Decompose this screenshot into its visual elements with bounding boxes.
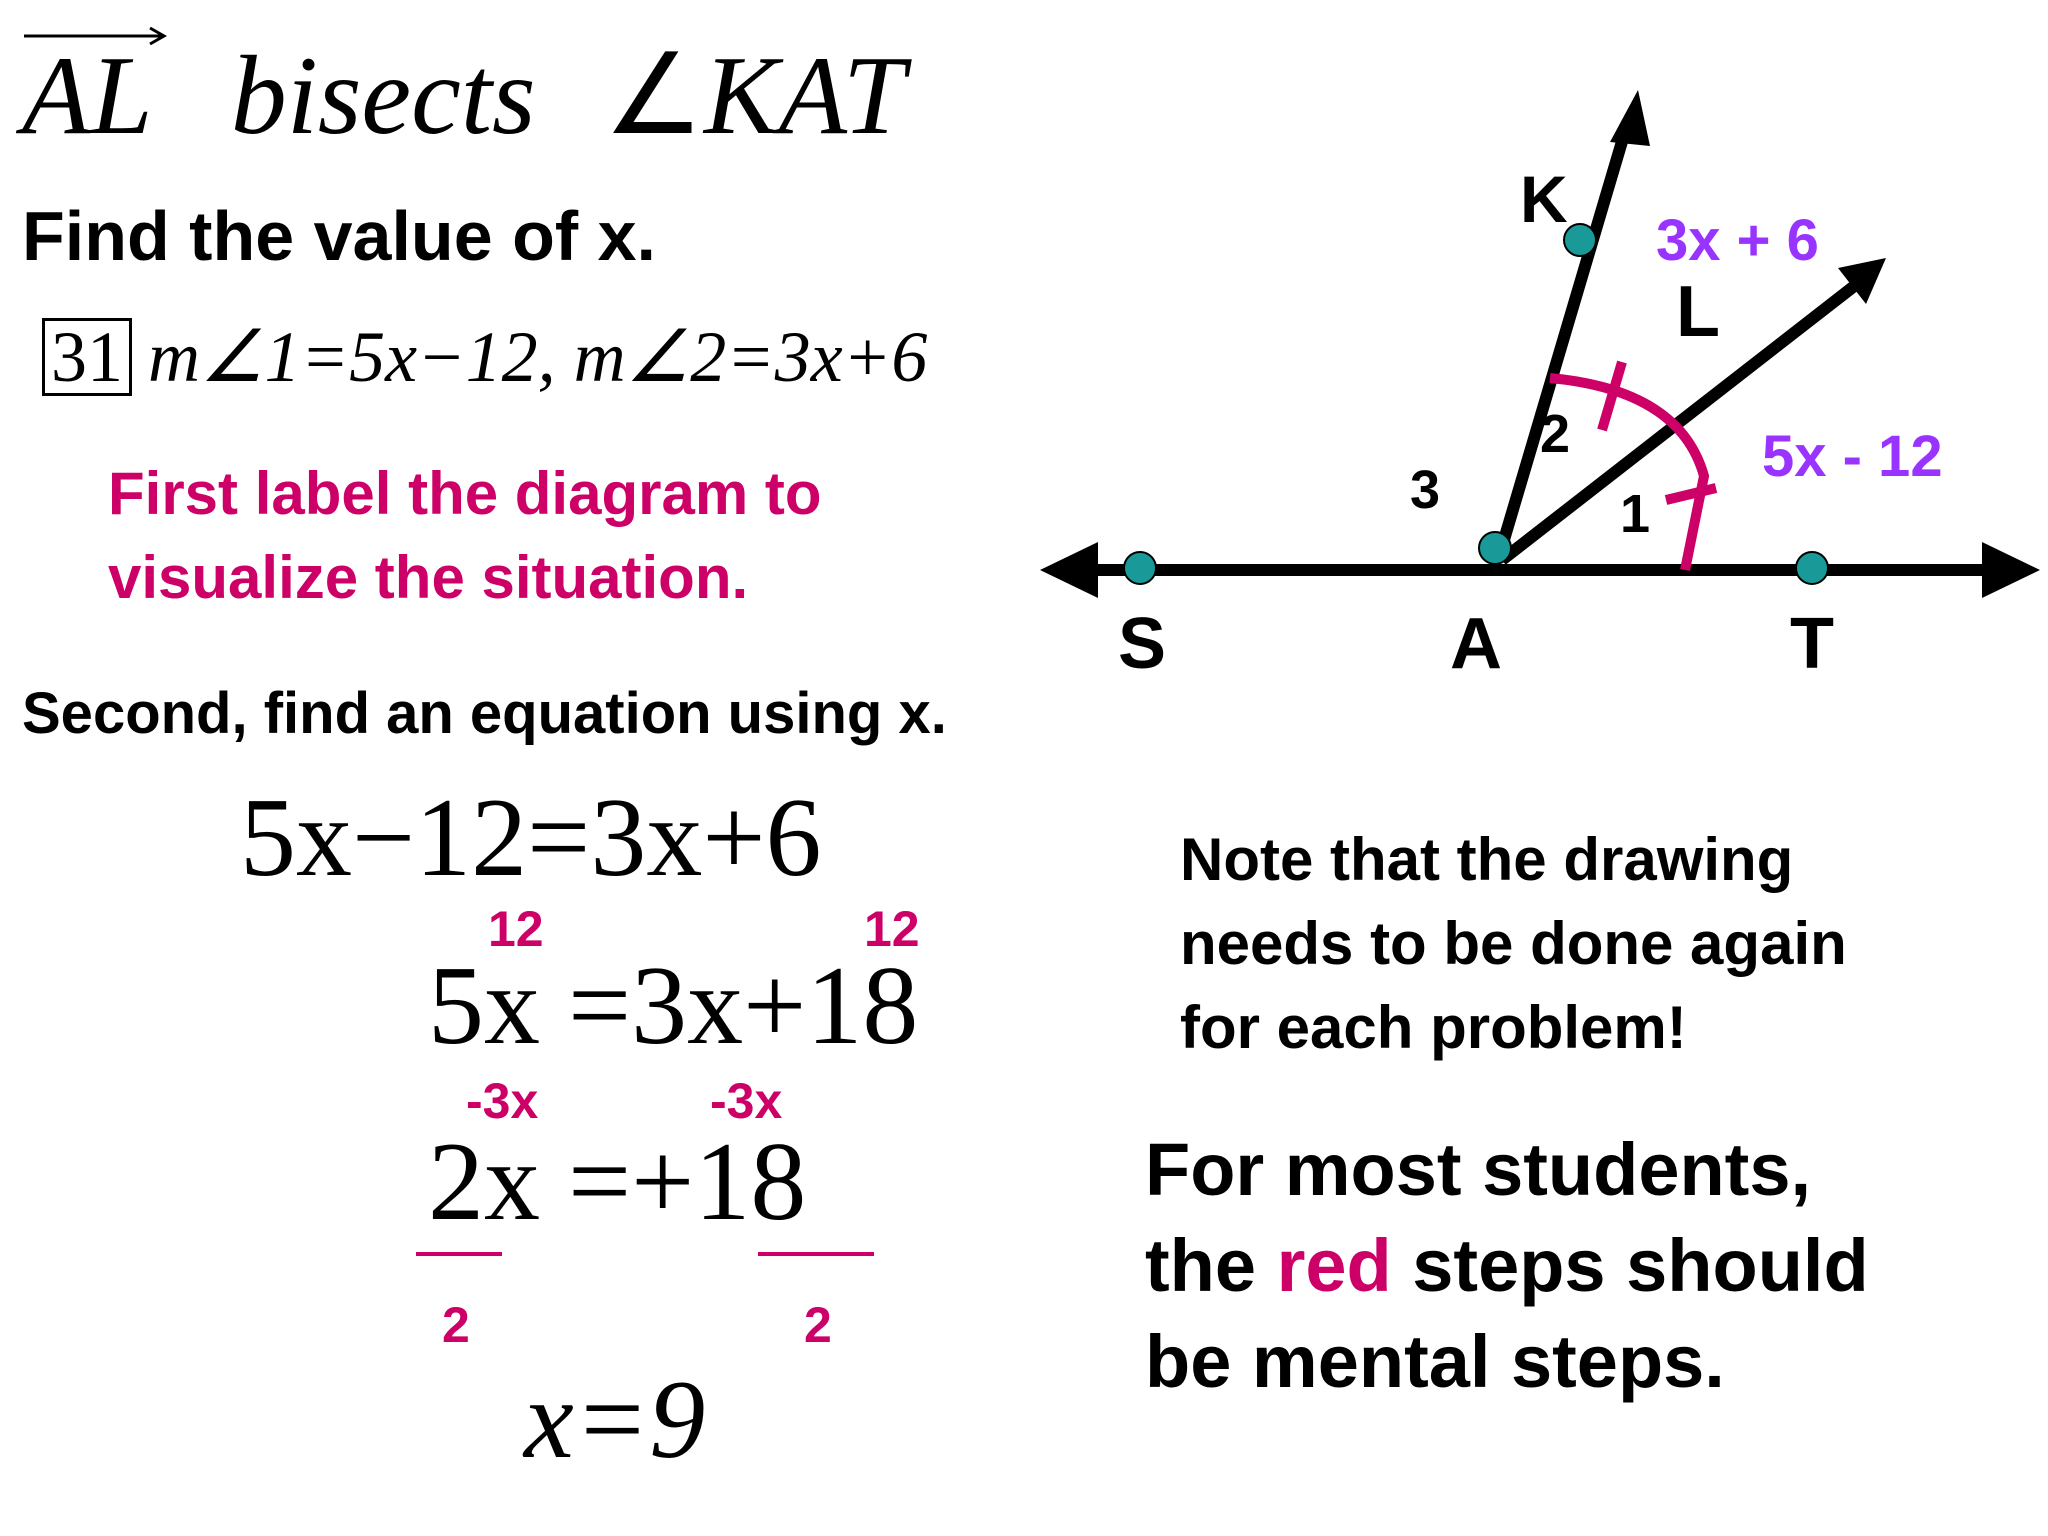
first-instruction: [108, 452, 821, 620]
find-heading: Find the value of x.: [22, 197, 656, 275]
add-note-right: 12: [864, 901, 920, 957]
label-angle-2: 2: [1540, 404, 1571, 464]
expr-angle-1: 5x - 12: [1762, 424, 1943, 489]
redraw-note-line: Note that the drawing: [1180, 826, 1794, 893]
problem-number: 31: [42, 318, 132, 396]
second-instruction: Second, find an equation using x.: [22, 681, 947, 746]
point-a: [1479, 532, 1511, 564]
problem-given: m∠1=5x−12, m∠2=3x+6: [148, 317, 928, 397]
divide-note-left: 2: [442, 1297, 470, 1353]
ray-ak-arrowhead-icon: [1610, 90, 1650, 146]
problem-statement: [22, 34, 906, 158]
equation-step-1: 5x−12=3x+6: [240, 776, 822, 900]
subtract-note-left: -3x: [466, 1073, 539, 1129]
label-a: A: [1450, 604, 1502, 684]
red-word: red: [1276, 1224, 1392, 1307]
mental-note-line: be mental steps.: [1145, 1320, 1725, 1403]
division-bar-right: [758, 1252, 874, 1256]
mental-steps-note: [1145, 1122, 1869, 1410]
equation-step-2: 5x =3x+18: [428, 944, 919, 1068]
left-arrowhead-icon: [1040, 542, 1098, 598]
ray-arrow-icon: [22, 26, 172, 46]
point-t: [1796, 552, 1828, 584]
first-instruction-line: First label the diagram to: [108, 460, 822, 527]
division-bar-left: [416, 1252, 502, 1256]
mental-note-line: the red steps should: [1145, 1224, 1869, 1307]
point-k: [1564, 224, 1596, 256]
equation-step-3: 2x =+18: [428, 1120, 807, 1244]
label-angle-1: 1: [1620, 484, 1651, 544]
redraw-note: [1180, 818, 1847, 1070]
subtract-note-right: -3x: [710, 1073, 783, 1129]
redraw-note-line: needs to be done again: [1180, 910, 1847, 977]
problem-line: [42, 318, 927, 396]
redraw-note-line: for each problem!: [1180, 994, 1687, 1061]
label-t: T: [1790, 604, 1834, 684]
congruence-tick-lower: [1666, 488, 1716, 500]
angle-symbol: ∠: [603, 34, 704, 158]
right-arrowhead-icon: [1982, 542, 2040, 598]
ray-name: AL: [22, 40, 153, 152]
expr-angle-2: 3x + 6: [1656, 208, 1819, 273]
final-answer: x=9: [524, 1358, 706, 1482]
divide-note-right: 2: [804, 1297, 832, 1353]
label-l: L: [1676, 272, 1720, 352]
label-s: S: [1118, 604, 1167, 684]
label-k: K: [1520, 162, 1568, 236]
angle-diagram: [1040, 90, 2040, 690]
first-instruction-line: visualize the situation.: [108, 544, 749, 611]
mental-note-line: For most students,: [1145, 1128, 1812, 1211]
verb-text: bisects: [230, 34, 536, 158]
angle-name: KAT: [703, 34, 906, 158]
add-note-left: 12: [488, 901, 544, 957]
label-angle-3: 3: [1410, 460, 1441, 520]
point-s: [1124, 552, 1156, 584]
